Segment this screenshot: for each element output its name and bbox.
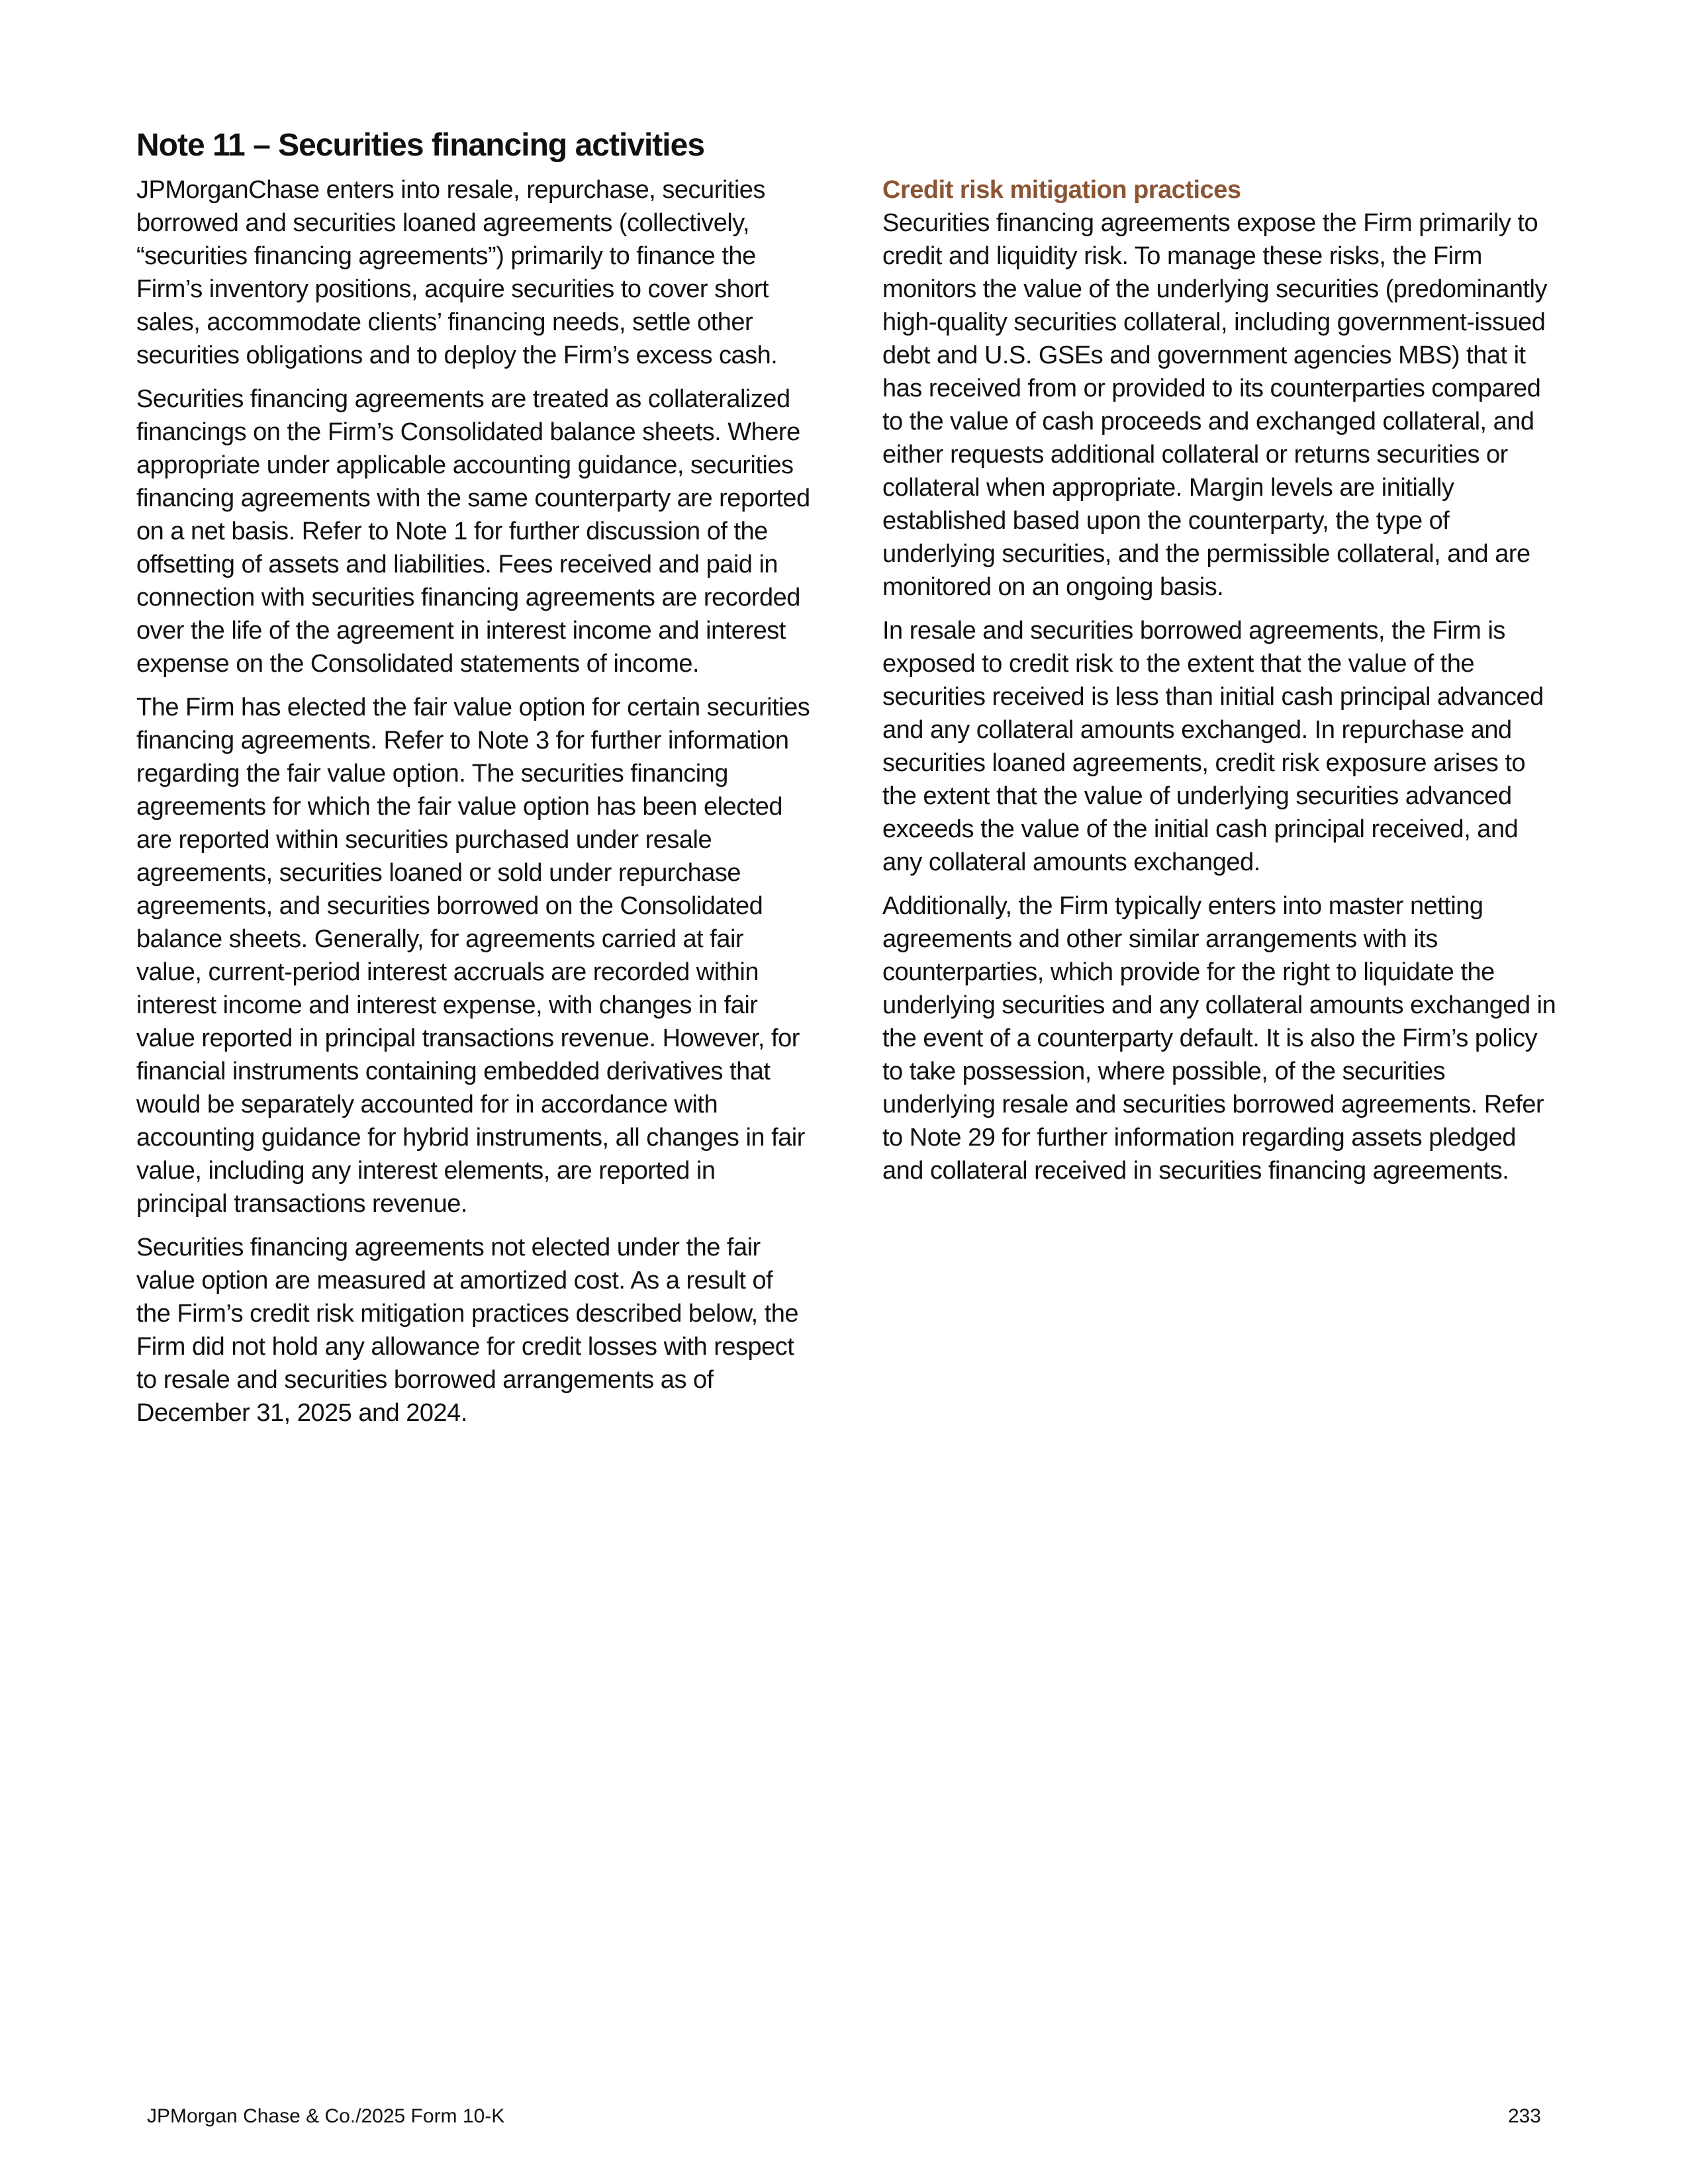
footer-document-title: JPMorgan Chase & Co./2025 Form 10-K bbox=[147, 2105, 505, 2127]
section-heading-credit-risk: Credit risk mitigation practices bbox=[882, 176, 1241, 204]
paragraph-overview: JPMorganChase enters into resale, repurchase, securities borrowed and securities loaned agreements (collectively, “securities financing agreements”) primarily to finance the Firm’s inventory positions, acquire securities to cover short sales, accommodate clients’ financing needs, settle other securities obligations and to deploy the Firm’s excess cash. bbox=[136, 176, 778, 369]
paragraph-credit-liquidity-risk: Securities financing agreements expose the Firm primarily to credit and liquidity risk. To manage these risks, the Firm monitors the value of the underlying securities (predominantly high-quality securities collateral, including government-issued debt and U.S. GSEs and government agencies MBS) that it has received from or provided to its counterparties compared to the value of cash proceeds and exchanged collateral, and either requests additional collateral or returns securities or collateral when appropriate. Margin levels are initially established based upon the counterparty, the type of underlying securities, and the permissible collateral, and are monitored on an ongoing basis. bbox=[882, 209, 1547, 601]
paragraph-amortized-cost: Securities financing agreements not elected under the fair value option are measured at amortized cost. As a result of the Firm’s credit risk mitigation practices described below, the Firm did not hold any allowance for credit losses with respect to resale and securities borrowed arrangements as of December 31, 2025 and 2024. bbox=[136, 1234, 799, 1427]
page-title: Note 11 – Securities financing activities bbox=[136, 128, 705, 163]
paragraph-fair-value-option: The Firm has elected the fair value option for certain securities financing agreements. Refer to Note 3 for further information regarding the fair value option. The securities financing agreements for which the fair value option has been elected are reported within securities purchased under resale agreements, securities loaned or sold under repurchase agreements, and securities borrowed on the Consolidated balance sheets. Generally, for agreements carried at fair value, current-period interest accruals are recorded within interest income and interest expense, with changes in fair value reported in principal transactions revenue. However, for financial instruments containing embedded derivatives that would be separately accounted for in accordance with accounting guidance for hybrid instruments, all changes in fair value, including any interest elements, are reported in principal transactions revenue. bbox=[136, 694, 810, 1218]
right-column bbox=[882, 173, 1558, 1198]
paragraph-accounting-treatment: Securities financing agreements are treated as collateralized financings on the Firm’s Consolidated balance sheets. Where appropriate under applicable accounting guidance, securities financing agreements with the same counterparty are reported on a net basis. Refer to Note 1 for further discussion of the offsetting of assets and liabilities. Fees received and paid in connection with securities financing agreements are recorded over the life of the agreement in interest income and interest expense on the Consolidated statements of income. bbox=[136, 385, 810, 678]
paragraph-master-netting: Additionally, the Firm typically enters into master netting agreements and other similar arrangements with its counterparties, which provide for the right to liquidate the underlying securities and any collateral amounts exchanged in the event of a counterparty default. It is also the Firm’s policy to take possession, where possible, of the securities underlying resale and securities borrowed agreements. Refer to Note 29 for further information regarding assets pledged and collateral received in securities financing agreements. bbox=[882, 892, 1556, 1185]
paragraph-credit-risk-exposure: In resale and securities borrowed agreements, the Firm is exposed to credit risk to the extent that the value of the securities received is less than initial cash principal advanced and any collateral amounts exchanged. In repurchase and securities loaned agreements, credit risk exposure arises to the extent that the value of underlying securities advanced exceeds the value of the initial cash principal received, and any collateral amounts exchanged. bbox=[882, 617, 1544, 876]
left-column bbox=[136, 173, 812, 1440]
footer-page-number: 233 bbox=[1507, 2105, 1541, 2127]
